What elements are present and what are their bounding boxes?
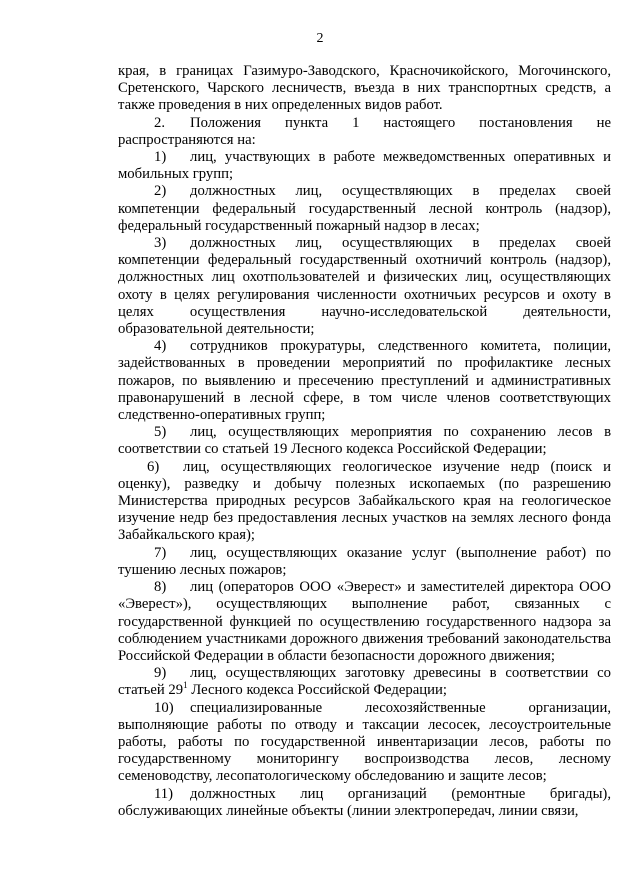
- item-number: 10): [154, 699, 174, 716]
- list-item-6: [118, 459, 611, 545]
- item-number: 11): [154, 785, 174, 802]
- item-text: должностных лиц, осуществляющих в пределах своей компетенции федеральный государственный охотничий контроль (надзор), должностных лиц охотпользователей и физических лиц, осуществляющих охоту в целях регулирования численности охотничьих ресурсов и охоту в целях осуществления научно-исследовательской деятельности, образовательной деятельности;: [118, 235, 611, 338]
- item-text: специализированные лесохозяйственные организации, выполняющие работы по отводу и таксации лесосек, лесоустроительные работы, работы по государственной инвентаризации лесов, работы по государственному мониторингу воспроизводства лесов, лесному семеноводству, лесопатологическому обследованию и защите лесов;: [118, 699, 611, 785]
- list-item-3: [118, 235, 611, 338]
- item-text: должностных лиц организаций (ремонтные бригады), обслуживающих линейные объекты (линии электропередач, линии связи,: [118, 785, 611, 819]
- list-item-5: [118, 424, 611, 458]
- item-text: лиц, участвующих в работе межведомственных оперативных и мобильных групп;: [118, 149, 611, 183]
- article-superscript: 1: [183, 680, 188, 691]
- item-text: лиц, осуществляющих мероприятия по сохранению лесов в соответствии со статьей 19 Лесного кодекса Российской Федерации;: [118, 424, 611, 458]
- list-item-2: [118, 183, 611, 235]
- item-text-before: лиц, осуществляющих заготовку древесины в соответствии со статьей 29: [118, 665, 611, 699]
- clause-text: Положения пункта 1 настоящего постановления не распространяются на:: [118, 114, 611, 148]
- page-number: 2: [316, 31, 324, 46]
- list-item-8: [118, 579, 611, 665]
- item-text: лиц (операторов ООО «Эверест» и заместителей директора ООО «Эверест»), осуществляющих выполнение работ, связанных с государственной функцией по осуществлению государственного надзора за соблюдением участниками дорожного движения требований законодательства Российской Федерации в области безопасности дорожного движения;: [118, 579, 611, 664]
- list-item-11: [118, 786, 611, 820]
- document-body: [118, 63, 611, 820]
- clause-2-paragraph: [118, 115, 611, 149]
- item-number: 7): [154, 544, 167, 561]
- clause-number: 2.: [154, 114, 166, 131]
- item-number: 3): [154, 235, 167, 252]
- item-number: 6): [147, 458, 160, 475]
- list-item-4: [118, 338, 611, 424]
- item-number: 8): [154, 579, 167, 596]
- list-item-10: [118, 700, 611, 786]
- item-number: 4): [154, 338, 167, 355]
- item-number: 9): [154, 665, 167, 682]
- list-item-7: [118, 545, 611, 579]
- item-text: должностных лиц, осуществляющих в пределах своей компетенции федеральный государственный лесной контроль (надзор), федеральный государственный пожарный надзор в лесах;: [118, 183, 611, 234]
- item-number: 2): [154, 183, 167, 200]
- item-text: лиц, осуществляющих оказание услуг (выполнение работ) по тушению лесных пожаров;: [118, 544, 611, 578]
- list-item-9: [118, 665, 611, 699]
- item-number: 5): [154, 424, 167, 441]
- intro-paragraph: края, в границах Газимуро-Заводского, Красночикойского, Могочинского, Сретенского, Чарского лесничеств, въезда в них транспортных средств, а также проведения в них определенных видов работ.: [118, 63, 611, 114]
- item-text: лиц, осуществляющих геологическое изучение недр (поиск и оценку), разведку и добычу полезных ископаемых (по разрешению Министерства природных ресурсов Забайкальского края на геологическое изучение недр без предоставления лесных участков на землях лесного фонда Забайкальского края);: [118, 458, 611, 544]
- item-text: сотрудников прокуратуры, следственного комитета, полиции, задействованных в проведении мероприятий по профилактике лесных пожаров, по выявлению и пресечению преступлений и административных правонарушений в лесной сфере, в том числе членов соответствующих следственно-оперативных групп;: [118, 338, 611, 424]
- list-item-1: [118, 149, 611, 183]
- item-number: 1): [154, 149, 167, 166]
- item-text-after: Лесного кодекса Российской Федерации;: [187, 682, 447, 699]
